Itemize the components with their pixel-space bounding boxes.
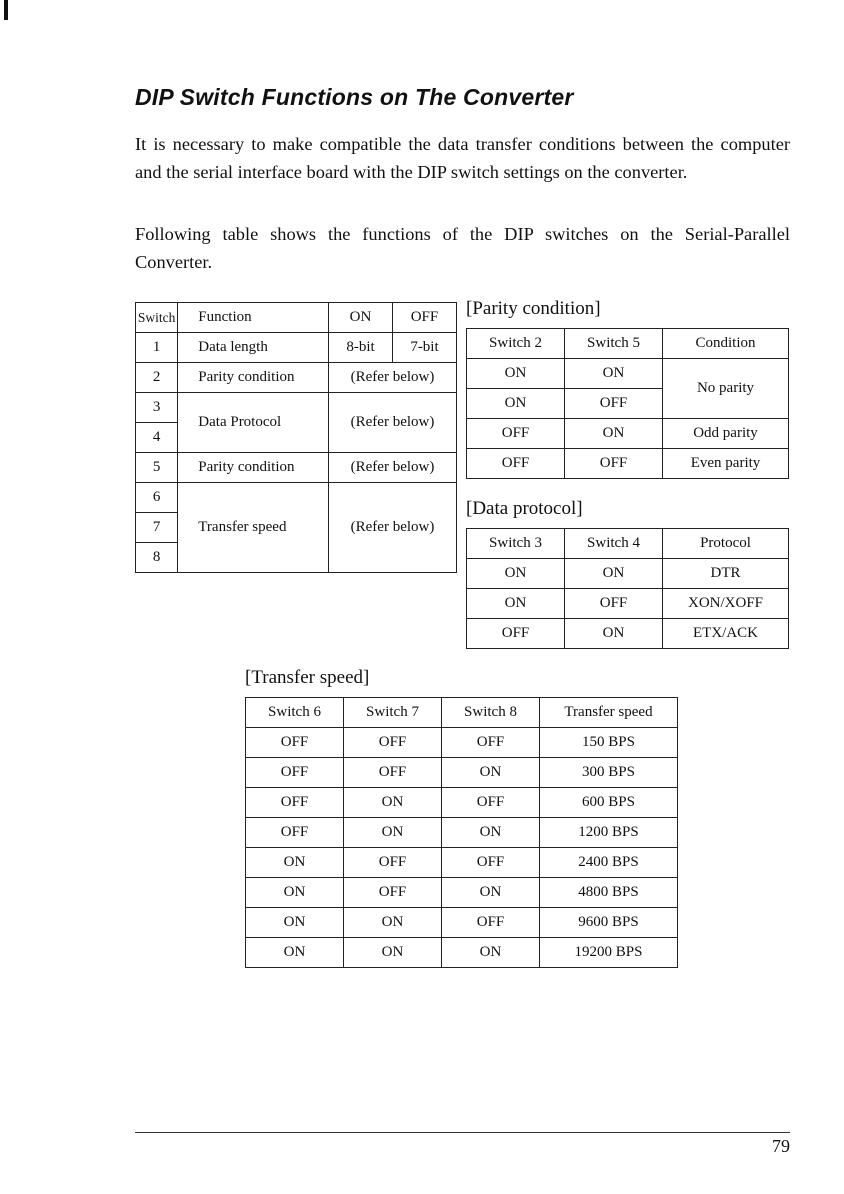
header-cell: Switch 4 [565, 529, 663, 559]
table-cell: ETX/ACK [663, 619, 789, 649]
function-cell: Data length [178, 333, 329, 363]
table-cell: ON [565, 359, 663, 389]
table-cell: ON [344, 818, 442, 848]
table-cell: 9600 BPS [540, 908, 678, 938]
table-row [136, 333, 457, 363]
table-cell: ON [467, 359, 565, 389]
parity-condition-table [466, 328, 789, 479]
header-cell: Switch 6 [246, 698, 344, 728]
switch-number: 8 [136, 543, 178, 573]
table-row [246, 908, 678, 938]
table-cell: ON [565, 419, 663, 449]
table-header-row [467, 529, 789, 559]
table-cell: ON [442, 938, 540, 968]
page-number: 79 [772, 1136, 790, 1156]
header-switch: Switch [136, 303, 178, 333]
table-cell: OFF [344, 728, 442, 758]
table-cell: 2400 BPS [540, 848, 678, 878]
switch-number: 5 [136, 453, 178, 483]
header-cell: Switch 2 [467, 329, 565, 359]
switch-number: 3 [136, 393, 178, 423]
table-cell: XON/XOFF [663, 589, 789, 619]
switch-number: 1 [136, 333, 178, 363]
header-cell: Protocol [663, 529, 789, 559]
function-cell: Parity condition [178, 453, 329, 483]
table-cell: OFF [442, 728, 540, 758]
table-cell: 600 BPS [540, 788, 678, 818]
table-cell: 1200 BPS [540, 818, 678, 848]
table-cell: OFF [467, 419, 565, 449]
table-header-row [467, 329, 789, 359]
table-row [136, 453, 457, 483]
table-cell: OFF [442, 848, 540, 878]
table-header-row [136, 303, 457, 333]
table-row [467, 559, 789, 589]
table-row [136, 393, 457, 423]
function-cell: Data Protocol [178, 393, 329, 453]
function-cell: Parity condition [178, 363, 329, 393]
switch-number: 2 [136, 363, 178, 393]
table-cell: OFF [442, 788, 540, 818]
table-cell: OFF [344, 758, 442, 788]
table-cell: No parity [663, 359, 789, 419]
table-cell: ON [467, 589, 565, 619]
header-cell: Switch 8 [442, 698, 540, 728]
on-cell: 8-bit [329, 333, 393, 363]
table-cell: OFF [467, 619, 565, 649]
function-cell: Transfer speed [178, 483, 329, 573]
table-cell: DTR [663, 559, 789, 589]
table-row [246, 938, 678, 968]
table-row [246, 878, 678, 908]
table-row [246, 728, 678, 758]
table-cell: Odd parity [663, 419, 789, 449]
value-cell: (Refer below) [329, 363, 457, 393]
table-row [246, 758, 678, 788]
table-row [246, 818, 678, 848]
header-function: Function [178, 303, 329, 333]
table-cell: ON [344, 788, 442, 818]
table-cell: ON [246, 908, 344, 938]
header-off: OFF [392, 303, 456, 333]
table-row [246, 788, 678, 818]
table-cell: Even parity [663, 449, 789, 479]
table-cell: OFF [246, 818, 344, 848]
table-cell: ON [246, 938, 344, 968]
table-cell: ON [467, 389, 565, 419]
table-cell: 300 BPS [540, 758, 678, 788]
header-cell: Switch 3 [467, 529, 565, 559]
table-cell: ON [442, 758, 540, 788]
table-cell: OFF [467, 449, 565, 479]
table-cell: OFF [246, 758, 344, 788]
header-cell: Condition [663, 329, 789, 359]
table-cell: ON [246, 878, 344, 908]
table-row [467, 359, 789, 389]
table-row [467, 449, 789, 479]
table-cell: ON [565, 559, 663, 589]
table-row [246, 848, 678, 878]
intro-paragraph: It is necessary to make compatible the data transfer conditions between the computer and the serial interface board with the DIP switch settings on the converter. [135, 134, 790, 182]
table-cell: OFF [565, 589, 663, 619]
table-row [467, 419, 789, 449]
switch-number: 7 [136, 513, 178, 543]
header-cell: Transfer speed [540, 698, 678, 728]
data-protocol-label: [Data protocol] [466, 498, 583, 519]
value-cell: (Refer below) [329, 453, 457, 483]
parity-condition-label: [Parity condition] [466, 298, 601, 319]
table-cell: ON [442, 878, 540, 908]
table-cell: ON [442, 818, 540, 848]
table-cell: 150 BPS [540, 728, 678, 758]
footer-rule [135, 1132, 790, 1133]
table-row [467, 589, 789, 619]
table-row [136, 363, 457, 393]
transfer-speed-table [245, 697, 678, 968]
page-title: DIP Switch Functions on The Converter [135, 84, 574, 110]
table-cell: 19200 BPS [540, 938, 678, 968]
table-cell: OFF [442, 908, 540, 938]
table-cell: ON [246, 848, 344, 878]
table-cell: 4800 BPS [540, 878, 678, 908]
table-cell: ON [467, 559, 565, 589]
table-header-row [246, 698, 678, 728]
table-cell: OFF [565, 389, 663, 419]
value-cell: (Refer below) [329, 393, 457, 453]
off-cell: 7-bit [392, 333, 456, 363]
transfer-speed-label: [Transfer speed] [245, 667, 370, 688]
table-cell: ON [344, 908, 442, 938]
header-on: ON [329, 303, 393, 333]
switch-number: 6 [136, 483, 178, 513]
table-row [467, 619, 789, 649]
data-protocol-table [466, 528, 789, 649]
header-cell: Switch 5 [565, 329, 663, 359]
table-row [136, 483, 457, 513]
header-cell: Switch 7 [344, 698, 442, 728]
table-cell: OFF [246, 728, 344, 758]
table-description-paragraph: Following table shows the functions of the DIP switches on the Serial-Parallel Converter. [135, 224, 790, 272]
table-cell: OFF [344, 848, 442, 878]
table-cell: ON [565, 619, 663, 649]
table-cell: ON [344, 938, 442, 968]
value-cell: (Refer below) [329, 483, 457, 573]
table-cell: OFF [246, 788, 344, 818]
table-cell: OFF [565, 449, 663, 479]
margin-mark [4, 0, 8, 20]
dip-switch-table [135, 302, 457, 573]
switch-number: 4 [136, 423, 178, 453]
table-cell: OFF [344, 878, 442, 908]
